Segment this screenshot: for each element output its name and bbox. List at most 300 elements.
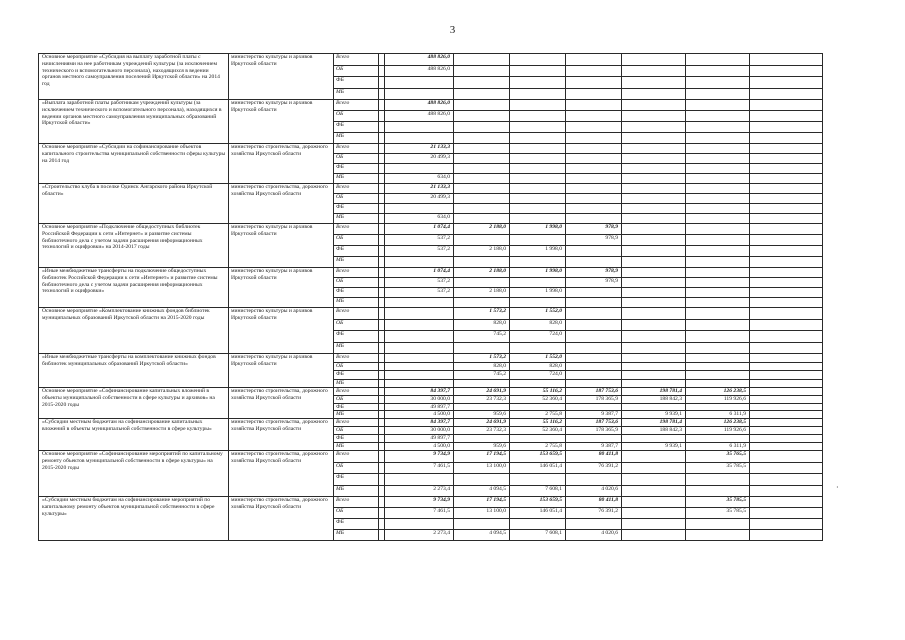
amount-cell	[750, 224, 823, 235]
amount-cell	[510, 519, 566, 530]
amount-cell	[750, 174, 823, 184]
amount-cell	[686, 88, 750, 100]
amount-cell: 13 100,0	[454, 508, 510, 519]
amount-cell: 488 826,0	[385, 54, 454, 66]
amount-cell	[622, 246, 686, 257]
amount-cell: 49 897,7	[385, 403, 454, 411]
amount-cell	[622, 111, 686, 122]
amount-cell	[686, 308, 750, 320]
amount-cell	[750, 100, 823, 111]
amount-cell: 488 826,0	[385, 100, 454, 111]
amount-cell	[622, 308, 686, 320]
amount-cell	[750, 278, 823, 288]
amount-cell	[686, 164, 750, 174]
amount-cell	[750, 77, 823, 89]
amount-cell	[622, 204, 686, 214]
funding-source: ОБ	[334, 65, 379, 77]
amount-cell	[510, 65, 566, 77]
funding-source: ОБ	[334, 395, 379, 403]
amount-cell: 9 734,9	[385, 497, 454, 508]
amount-cell	[686, 288, 750, 298]
amount-cell	[454, 257, 510, 268]
amount-cell	[750, 298, 823, 308]
amount-cell	[454, 342, 510, 354]
amount-cell	[454, 133, 510, 144]
table-row	[39, 388, 823, 396]
executor-name: министерство культуры и архивов Иркутской области	[229, 354, 334, 388]
funding-source: МБ	[334, 88, 379, 100]
amount-cell	[750, 54, 823, 66]
amount-cell	[510, 100, 566, 111]
funding-source: Всего	[334, 100, 379, 111]
amount-cell: 76 391,2	[566, 462, 622, 474]
amount-cell	[750, 474, 823, 486]
funding-source: ФБ	[334, 519, 379, 530]
funding-source: ФБ	[334, 435, 379, 443]
amount-cell: 4 500,0	[385, 411, 454, 419]
amount-cell: 9 734,9	[385, 451, 454, 463]
amount-cell	[454, 111, 510, 122]
funding-source: МБ	[334, 298, 379, 308]
funding-source: Всего	[334, 497, 379, 508]
amount-cell	[750, 379, 823, 388]
amount-cell	[510, 111, 566, 122]
amount-cell	[454, 154, 510, 164]
amount-cell	[686, 65, 750, 77]
amount-cell	[566, 122, 622, 133]
funding-source: ФБ	[334, 164, 379, 174]
amount-cell	[686, 485, 750, 497]
amount-cell	[566, 65, 622, 77]
amount-cell	[510, 435, 566, 443]
amount-cell	[686, 435, 750, 443]
funding-source: ФБ	[334, 474, 379, 486]
executor-name: министерство культуры и архивов Иркутской области	[229, 224, 334, 268]
measure-name: Основное мероприятие «Софинансирование капитальных вложений в объекты муниципальной собственности в сфере культуры и архивов» на 2015-2020 годы	[39, 388, 229, 419]
table-row	[39, 54, 823, 66]
amount-cell	[622, 224, 686, 235]
amount-cell	[622, 403, 686, 411]
amount-cell	[510, 122, 566, 133]
amount-cell	[622, 88, 686, 100]
amount-cell	[686, 298, 750, 308]
amount-cell	[566, 133, 622, 144]
amount-cell	[750, 388, 823, 396]
amount-cell	[686, 100, 750, 111]
amount-cell	[510, 184, 566, 194]
amount-cell	[750, 362, 823, 371]
amount-cell	[750, 451, 823, 463]
amount-cell	[750, 403, 823, 411]
amount-cell	[622, 319, 686, 331]
amount-cell	[750, 319, 823, 331]
measure-name: «Иные межбюджетные трансферты на комплектование книжных фондов библиотек муниципальных образований Иркутской области»	[39, 354, 229, 388]
amount-cell	[622, 474, 686, 486]
amount-cell: 84 397,7	[385, 419, 454, 427]
amount-cell	[454, 403, 510, 411]
amount-cell	[566, 362, 622, 371]
amount-cell: 634,0	[385, 214, 454, 224]
funding-source: ФБ	[334, 246, 379, 257]
amount-cell: 488 826,0	[385, 65, 454, 77]
amount-cell	[566, 371, 622, 380]
executor-name: министерство строительства, дорожного хозяйства Иркутской области	[229, 419, 334, 451]
amount-cell	[622, 530, 686, 541]
amount-cell	[686, 122, 750, 133]
amount-cell	[750, 111, 823, 122]
amount-cell: 2 188,0	[454, 268, 510, 278]
amount-cell	[566, 519, 622, 530]
amount-cell: 146 051,4	[510, 508, 566, 519]
table-row	[39, 184, 823, 194]
amount-cell	[750, 435, 823, 443]
amount-cell	[385, 474, 454, 486]
amount-cell	[750, 508, 823, 519]
amount-cell: 4 500,0	[385, 443, 454, 451]
executor-name: министерство строительства, дорожного хозяйства Иркутской области	[229, 184, 334, 224]
amount-cell: 153 659,5	[510, 451, 566, 463]
amount-cell	[454, 519, 510, 530]
amount-cell	[686, 204, 750, 214]
funding-source: ФБ	[334, 77, 379, 89]
amount-cell	[385, 257, 454, 268]
amount-cell: 21 133,3	[385, 184, 454, 194]
amount-cell: 55 116,2	[510, 388, 566, 396]
amount-cell	[385, 379, 454, 388]
amount-cell: 188 842,3	[622, 395, 686, 403]
amount-cell: 9 939,1	[622, 443, 686, 451]
amount-cell	[622, 362, 686, 371]
amount-cell	[510, 144, 566, 154]
amount-cell	[566, 100, 622, 111]
amount-cell: 55 116,2	[510, 419, 566, 427]
amount-cell	[750, 419, 823, 427]
executor-name: министерство строительства, дорожного хозяйства Иркутской области	[229, 388, 334, 419]
amount-cell	[622, 278, 686, 288]
measure-name: Основное мероприятие «Субсидии на софинансирование объектов капитального строительства муниципальной собственности сферы культуры на 2014 год	[39, 144, 229, 184]
amount-cell: 1 552,0	[510, 308, 566, 320]
amount-cell	[566, 214, 622, 224]
amount-cell	[686, 174, 750, 184]
amount-cell: 537,2	[385, 288, 454, 298]
amount-cell: 13 100,0	[454, 462, 510, 474]
amount-cell	[566, 144, 622, 154]
amount-cell	[622, 100, 686, 111]
amount-cell	[622, 133, 686, 144]
amount-cell	[686, 354, 750, 363]
amount-cell	[454, 174, 510, 184]
amount-cell	[686, 144, 750, 154]
amount-cell: 978,9	[566, 224, 622, 235]
amount-cell	[510, 77, 566, 89]
funding-source: МБ	[334, 379, 379, 388]
amount-cell	[750, 154, 823, 164]
amount-cell	[750, 214, 823, 224]
amount-cell	[454, 435, 510, 443]
table-row	[39, 497, 823, 508]
amount-cell: 4 020,6	[566, 530, 622, 541]
amount-cell: 24 691,9	[454, 419, 510, 427]
amount-cell: 7 461,5	[385, 508, 454, 519]
amount-cell	[510, 342, 566, 354]
amount-cell	[750, 530, 823, 541]
amount-cell	[566, 88, 622, 100]
amount-cell	[385, 319, 454, 331]
amount-cell	[454, 214, 510, 224]
amount-cell	[686, 379, 750, 388]
amount-cell	[750, 88, 823, 100]
amount-cell	[385, 204, 454, 214]
funding-source: ФБ	[334, 204, 379, 214]
funding-source: Всего	[334, 184, 379, 194]
table-row	[39, 100, 823, 111]
amount-cell	[622, 435, 686, 443]
budget-table	[38, 53, 823, 541]
measure-name: Основное мероприятие «Субсидия на выплату заработной платы с начислениями на нее работникам учреждений культуры (за исключением технического и вспомогательного персонала), находящихся в ведении органов местного самоуправления поселений Иркутской области» на 2014 год	[39, 54, 229, 100]
amount-cell: 23 732,3	[454, 427, 510, 435]
amount-cell	[454, 100, 510, 111]
amount-cell	[385, 88, 454, 100]
amount-cell: 959,6	[454, 411, 510, 419]
amount-cell: 9 387,7	[566, 443, 622, 451]
measure-name: «Субсидии местным бюджетам на софинансирование мероприятий по капитальному ремонту объектов муниципальной собственности в сфере культуры»	[39, 497, 229, 541]
amount-cell	[622, 122, 686, 133]
budget-table-sheet	[38, 53, 822, 541]
amount-cell: 2 188,0	[454, 224, 510, 235]
amount-cell: 30 000,0	[385, 427, 454, 435]
funding-source: ФБ	[334, 403, 379, 411]
amount-cell: 84 397,7	[385, 388, 454, 396]
amount-cell	[686, 530, 750, 541]
amount-cell	[750, 246, 823, 257]
amount-cell	[566, 288, 622, 298]
amount-cell	[686, 133, 750, 144]
amount-cell	[566, 474, 622, 486]
amount-cell	[686, 194, 750, 204]
amount-cell	[750, 342, 823, 354]
amount-cell	[686, 474, 750, 486]
table-row	[39, 144, 823, 154]
table-row	[39, 419, 823, 427]
amount-cell	[622, 164, 686, 174]
amount-cell: 745,2	[454, 371, 510, 380]
amount-cell: 119 926,6	[686, 427, 750, 435]
amount-cell: 828,0	[510, 362, 566, 371]
amount-cell	[454, 194, 510, 204]
amount-cell: 978,9	[566, 268, 622, 278]
amount-cell	[622, 174, 686, 184]
amount-cell: 828,0	[454, 362, 510, 371]
amount-cell: 21 133,3	[385, 144, 454, 154]
amount-cell	[622, 268, 686, 278]
funding-source: ФБ	[334, 288, 379, 298]
amount-cell	[566, 354, 622, 363]
amount-cell	[622, 235, 686, 246]
amount-cell	[566, 342, 622, 354]
amount-cell	[622, 451, 686, 463]
amount-cell: 126 238,5	[686, 388, 750, 396]
funding-source: МБ	[334, 443, 379, 451]
amount-cell	[566, 194, 622, 204]
amount-cell	[686, 403, 750, 411]
funding-source: ОБ	[334, 194, 379, 204]
amount-cell: 35 785,5	[686, 508, 750, 519]
amount-cell	[622, 485, 686, 497]
amount-cell	[510, 379, 566, 388]
amount-cell: 4 094,5	[454, 530, 510, 541]
amount-cell	[454, 54, 510, 66]
funding-source: МБ	[334, 342, 379, 354]
funding-source: ОБ	[334, 462, 379, 474]
amount-cell	[686, 342, 750, 354]
funding-source: Всего	[334, 224, 379, 235]
amount-cell	[622, 354, 686, 363]
funding-source: Всего	[334, 144, 379, 154]
amount-cell	[686, 362, 750, 371]
amount-cell	[686, 268, 750, 278]
amount-cell	[686, 246, 750, 257]
amount-cell	[750, 164, 823, 174]
amount-cell: 4 094,5	[454, 485, 510, 497]
budget-table-body	[39, 54, 823, 541]
amount-cell: 198 781,4	[622, 419, 686, 427]
amount-cell	[510, 278, 566, 288]
amount-cell	[686, 278, 750, 288]
amount-cell	[686, 519, 750, 530]
amount-cell: 724,0	[510, 331, 566, 343]
amount-cell	[566, 204, 622, 214]
amount-cell: 187 753,6	[566, 419, 622, 427]
table-row	[39, 224, 823, 235]
measure-name: Основное мероприятие «Софинансирование мероприятий по капитальному ремонту объектов муниципальной собственности в сфере культуры» на 2015-2020 годы	[39, 451, 229, 497]
amount-cell: 9 387,7	[566, 411, 622, 419]
amount-cell	[454, 164, 510, 174]
amount-cell: 178 365,9	[566, 427, 622, 435]
amount-cell: 1 573,2	[454, 354, 510, 363]
amount-cell	[622, 184, 686, 194]
amount-cell: 1 998,0	[510, 246, 566, 257]
amount-cell: 1 552,0	[510, 354, 566, 363]
amount-cell	[622, 462, 686, 474]
amount-cell	[686, 184, 750, 194]
amount-cell	[566, 403, 622, 411]
amount-cell	[686, 371, 750, 380]
executor-name: министерство культуры и архивов Иркутской области	[229, 100, 334, 144]
amount-cell: 126 238,5	[686, 419, 750, 427]
amount-cell	[454, 298, 510, 308]
amount-cell	[454, 77, 510, 89]
amount-cell	[622, 342, 686, 354]
amount-cell	[686, 154, 750, 164]
amount-cell	[750, 122, 823, 133]
amount-cell: 24 691,9	[454, 388, 510, 396]
amount-cell	[510, 257, 566, 268]
amount-cell	[686, 235, 750, 246]
amount-cell: 6 311,9	[686, 443, 750, 451]
amount-cell	[385, 519, 454, 530]
amount-cell: 153 659,5	[510, 497, 566, 508]
amount-cell	[566, 111, 622, 122]
amount-cell: 2 273,4	[385, 485, 454, 497]
amount-cell	[750, 133, 823, 144]
funding-source: ОБ	[334, 154, 379, 164]
executor-name: министерство культуры и архивов Иркутской области	[229, 268, 334, 308]
amount-cell	[566, 331, 622, 343]
funding-source: МБ	[334, 257, 379, 268]
amount-cell	[750, 288, 823, 298]
amount-cell	[510, 194, 566, 204]
amount-cell	[750, 519, 823, 530]
amount-cell	[750, 411, 823, 419]
amount-cell	[510, 154, 566, 164]
amount-cell	[686, 111, 750, 122]
amount-cell	[686, 257, 750, 268]
funding-source: Всего	[334, 54, 379, 66]
amount-cell	[385, 298, 454, 308]
amount-cell	[622, 54, 686, 66]
funding-source: Всего	[334, 308, 379, 320]
amount-cell: 745,2	[454, 331, 510, 343]
amount-cell: 2 188,0	[454, 246, 510, 257]
amount-cell	[385, 342, 454, 354]
amount-cell	[750, 204, 823, 214]
amount-cell	[510, 54, 566, 66]
amount-cell	[686, 331, 750, 343]
page-number: 3	[449, 24, 456, 36]
amount-cell	[622, 194, 686, 204]
amount-cell	[566, 174, 622, 184]
amount-cell: 828,0	[454, 319, 510, 331]
amount-cell: 2 755,8	[510, 411, 566, 419]
amount-cell	[750, 257, 823, 268]
amount-cell	[750, 371, 823, 380]
amount-cell: 20 499,3	[385, 154, 454, 164]
amount-cell: 7 608,1	[510, 530, 566, 541]
amount-cell	[686, 224, 750, 235]
amount-cell: 1 998,0	[510, 268, 566, 278]
amount-cell: 2 273,4	[385, 530, 454, 541]
amount-cell	[454, 184, 510, 194]
amount-cell: 978,9	[566, 278, 622, 288]
amount-cell	[686, 54, 750, 66]
amount-cell	[750, 443, 823, 451]
amount-cell	[454, 235, 510, 246]
amount-cell	[454, 474, 510, 486]
amount-cell	[566, 257, 622, 268]
amount-cell: 959,6	[454, 443, 510, 451]
amount-cell: 49 897,7	[385, 435, 454, 443]
amount-cell	[750, 194, 823, 204]
amount-cell: 119 926,6	[686, 395, 750, 403]
amount-cell	[750, 65, 823, 77]
amount-cell: 188 842,3	[622, 427, 686, 435]
amount-cell: 35 785,5	[686, 497, 750, 508]
amount-cell	[454, 204, 510, 214]
amount-cell	[622, 371, 686, 380]
amount-cell	[510, 204, 566, 214]
funding-source: ФБ	[334, 331, 379, 343]
amount-cell	[750, 235, 823, 246]
table-row	[39, 354, 823, 363]
executor-name: министерство культуры и архивов Иркутской области	[229, 308, 334, 354]
amount-cell	[750, 331, 823, 343]
table-row	[39, 308, 823, 320]
amount-cell: 35 785,5	[686, 462, 750, 474]
amount-cell	[622, 379, 686, 388]
amount-cell	[566, 298, 622, 308]
amount-cell: 1 998,0	[510, 224, 566, 235]
amount-cell	[622, 144, 686, 154]
